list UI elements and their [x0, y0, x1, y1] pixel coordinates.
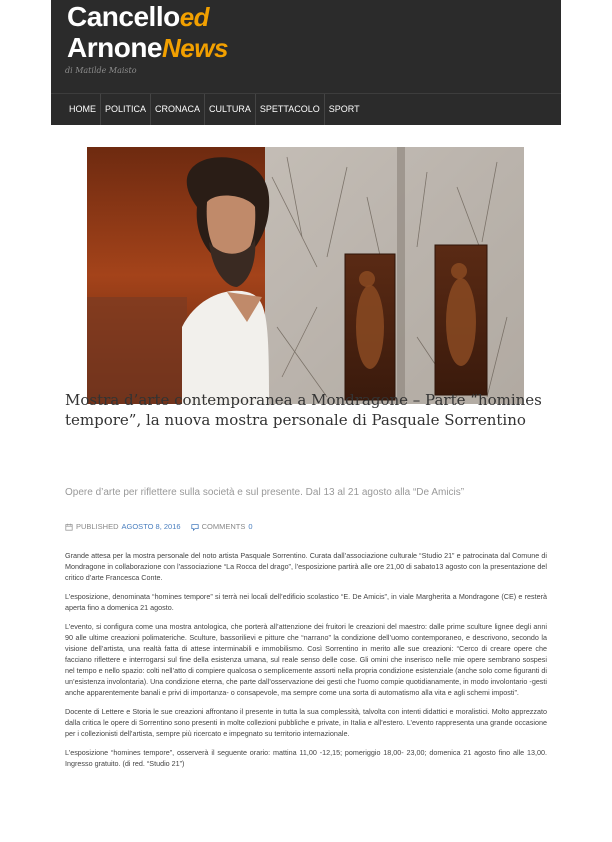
published-label: PUBLISHED [76, 522, 119, 531]
logo-word-ed: ed [179, 2, 210, 32]
article-paragraph: Docente di Lettere e Storia le sue creazioni affrontano il presente in tutta la sua complessità, talvolta con intenti didattici e moralistici. Molto apprezzato dalla critica le opere di Sorrentino sono presenti in molte collezioni pubbliche e private, in Italia e all’estero. L’evento rappresenta una grande occasione per i collezionisti dell’artista, sempre più ricercato e impegnato su territorio internazionale. [65, 707, 547, 738]
site-logo[interactable] [67, 1, 228, 66]
article-paragraph: L’evento, si configura come una mostra antologica, che porterà all’attenzione dei fruitori le creazioni del maestro: dalle prime sculture lignee degli anni 90 alle ultime creazioni polimateriche. Sculture, bassorilievi e pitture che “narrano” la condizione dell’uomo contemporaneo, e descrivono, secondo la visione dell’artista, una realtà fatta di attese interminabili e immobilismo. Così Sorrentino in merito alle sue creazioni: “Cerco di creare opere che facciano riflettere e interrogarsi sul fine della esistenza umana, sul reale senso delle cose. Gli omini che inserisco nelle mie opere sembrano sospesi nel tempo e nello spazio: colti nell’atto di compiere qualcosa o semplicemente assorti nella propria condizione esistenziale (anche solo come figuranti di un’esistenza involontaria). Una condizione eterna, che parte dall’osservazione dei gesti che l’uomo compie quotidianamente, in modo involontario -gesti anche apparentemente banali e privi di importanza- o consapevole, ma sempre come una sorta di automatismo alla vita e agli schemi imposti”. [65, 622, 547, 697]
comments-count-link[interactable]: 0 [248, 522, 253, 531]
nav-item-politica[interactable]: POLITICA [101, 94, 151, 125]
article-featured-image [87, 147, 524, 404]
calendar-icon [65, 523, 73, 531]
site-byline: di Matilde Maisto [65, 66, 137, 75]
main-nav [51, 93, 561, 125]
nav-item-cronaca[interactable]: CRONACA [151, 94, 205, 125]
article-meta [65, 522, 253, 531]
published-date-link[interactable]: AGOSTO 8, 2016 [121, 522, 181, 531]
site-header [51, 0, 561, 125]
nav-item-home[interactable]: HOME [65, 94, 101, 125]
article-paragraph: Grande attesa per la mostra personale del noto artista Pasquale Sorrentino. Curata dall’associazione culturale “Studio 21” e patrocinata dal Comune di Mondragone in collaborazione con l’associazione “La Rocca del drago”, l’esposizione partirà alle ore 21,00 di sabato13 agosto con la presentazione del critico d’arte Francesca Conte. [65, 551, 547, 582]
logo-line-1 [67, 1, 228, 35]
artwork-photo [87, 147, 524, 404]
comments-label: COMMENTS [201, 522, 246, 531]
article-body [65, 550, 547, 777]
nav-item-spettacolo[interactable]: SPETTACOLO [256, 94, 325, 125]
article-paragraph: L’esposizione, denominata “homines tempore” si terrà nei locali dell’edificio scolastico “E. De Amicis”, in viale Margherita a Mondragone (CE) e resterà aperta fino a domenica 21 agosto. [65, 592, 547, 612]
nav-item-cultura[interactable]: CULTURA [205, 94, 256, 125]
nav-list [65, 94, 364, 125]
article-title: Mostra d’arte contemporanea a Mondragone – Parte “homines tempore”, la nuova mostra personale di Pasquale Sorrentino [65, 391, 542, 429]
nav-item-sport[interactable]: SPORT [328, 104, 360, 114]
article-paragraph: L’esposizione “homines tempore”, osserverà il seguente orario: mattina 11,00 -12,15; pomeriggio 18,00- 23,00; domenica 21 agosto fino alle 13,00. Ingresso gratuito. (di red. “Studio 21”) [65, 748, 547, 768]
logo-line-2 [67, 32, 228, 66]
comments-icon [191, 523, 199, 531]
logo-word-news: News [162, 33, 228, 63]
logo-word-arnone: Arnone [67, 32, 162, 63]
page [51, 0, 561, 842]
logo-word-cancello: Cancello [67, 1, 180, 32]
article-subtitle: Opere d’arte per riflettere sulla società e sul presente. Dal 13 al 21 agosto alla “De Amicis” [65, 487, 465, 498]
